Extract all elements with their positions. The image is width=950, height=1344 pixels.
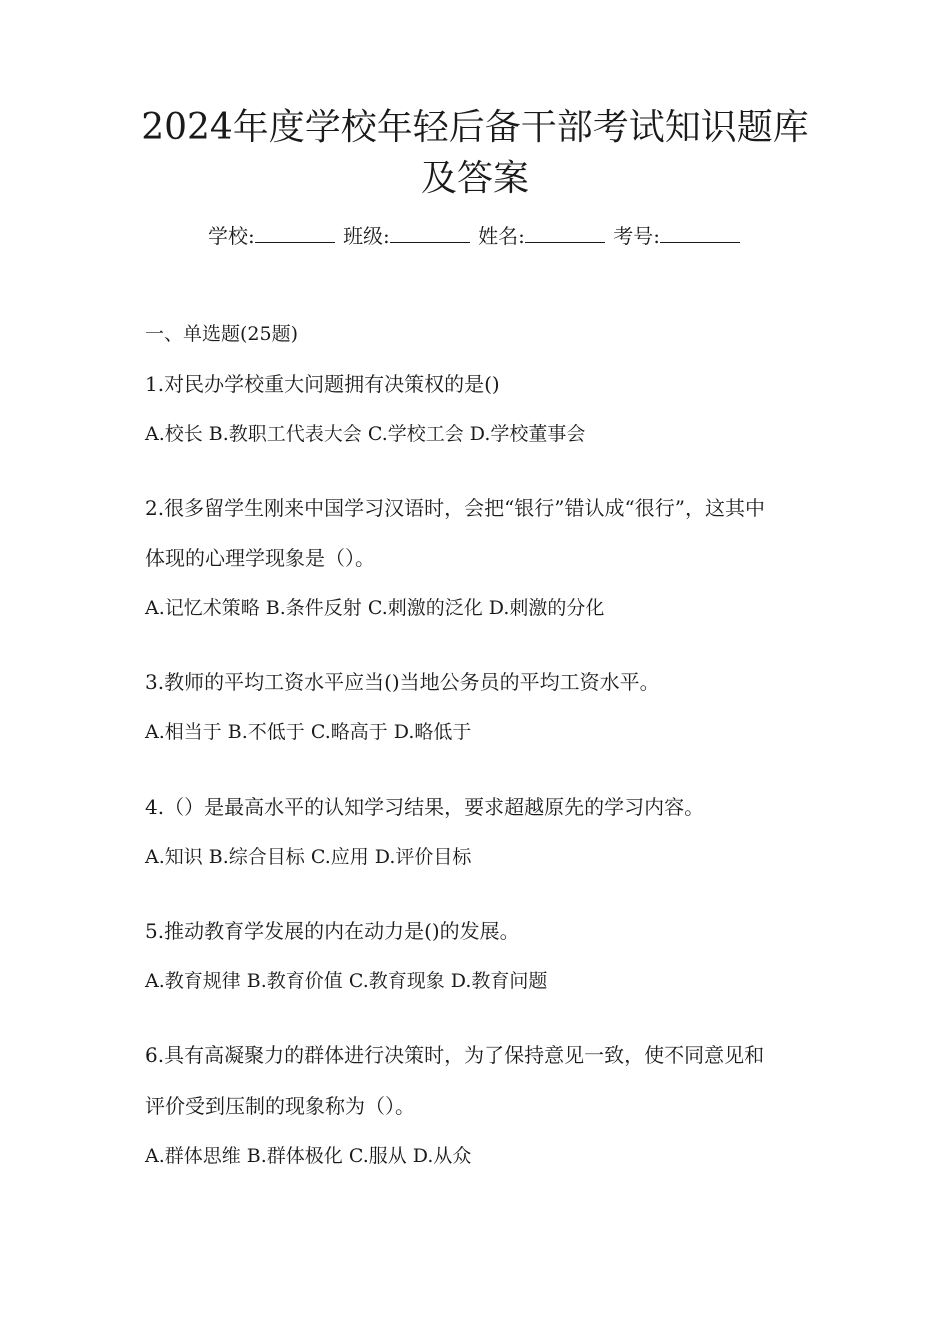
- name-blank[interactable]: [525, 222, 605, 243]
- question-6-text-continued: 评价受到压制的现象称为（）。: [145, 1094, 415, 1118]
- question-5-options: A.教育规律 B.教育价值 C.教育现象 D.教育问题: [145, 970, 548, 992]
- school-label: 学校:: [207, 224, 255, 248]
- question-2-options: A.记忆术策略 B.条件反射 C.刺激的泛化 D.刺激的分化: [145, 597, 605, 619]
- page-title: 2024年度学校年轻后备干部考试知识题库: [141, 107, 809, 148]
- name-label: 姓名:: [478, 224, 525, 248]
- class-blank[interactable]: [390, 222, 470, 243]
- number-blank[interactable]: [660, 222, 740, 243]
- question-4-text: 4.（）是最高水平的认知学习结果，要求超越原先的学习内容。: [145, 795, 705, 819]
- section-title: 一、单选题(25题): [145, 323, 299, 345]
- question-2-text: 2.很多留学生刚来中国学习汉语时，会把“银行”错认成“很行”，这其中: [145, 496, 765, 520]
- school-blank[interactable]: [255, 222, 335, 243]
- question-4-options: A.知识 B.综合目标 C.应用 D.评价目标: [145, 846, 472, 868]
- question-6-options: A.群体思维 B.群体极化 C.服从 D.从众: [145, 1145, 472, 1167]
- question-5-text: 5.推动教育学发展的内在动力是()的发展。: [145, 919, 520, 943]
- student-info-row: [0, 222, 950, 250]
- question-2-text-continued: 体现的心理学现象是（）。: [145, 546, 375, 570]
- question-6-text: 6.具有高凝聚力的群体进行决策时，为了保持意见一致，使不同意见和: [145, 1043, 765, 1067]
- question-1-text: 1.对民办学校重大问题拥有决策权的是(): [145, 372, 500, 396]
- number-label: 考号:: [613, 224, 661, 248]
- page-title-continued: 及答案: [420, 158, 529, 199]
- question-3-options: A.相当于 B.不低于 C.略高于 D.略低于: [145, 721, 472, 743]
- question-3-text: 3.教师的平均工资水平应当()当地公务员的平均工资水平。: [145, 670, 660, 694]
- class-label: 班级:: [343, 224, 390, 248]
- question-1-options: A.校长 B.教职工代表大会 C.学校工会 D.学校董事会: [145, 423, 586, 445]
